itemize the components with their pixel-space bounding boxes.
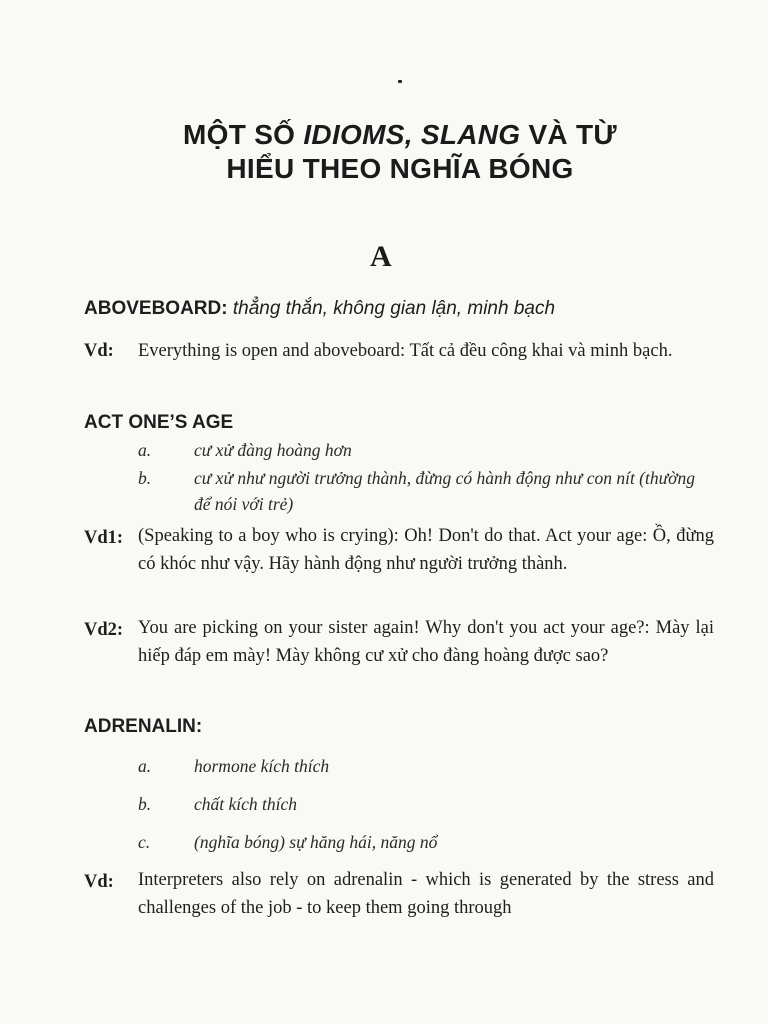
- example-label: Vd:: [84, 341, 114, 361]
- example-label: Vd:: [84, 872, 114, 892]
- example-text: Everything is open and aboveboard: Tất cả đều công khai và minh bạch.: [138, 341, 673, 361]
- title-prefix: MỘT SỐ: [183, 119, 304, 150]
- example-text: Interpreters also rely on adrenalin - which is generated by the stress and challenges of the job - to keep them going through: [138, 870, 714, 918]
- page-title-line-1: [140, 118, 660, 152]
- entry-heading-aboveboard: [84, 298, 555, 320]
- sense-marker: b.: [138, 468, 152, 488]
- entry-definition: thẳng thắn, không gian lận, minh bạch: [232, 298, 556, 319]
- sense-text: cư xử như người trưởng thành, đừng có hành động như con nít (thường để nói với trẻ): [194, 468, 696, 514]
- example-text: (Speaking to a boy who is crying): Oh! Don't do that. Act your age: Ồ, đừng có khóc như vậy. Hãy hành động như người trưởng thành.: [138, 526, 714, 574]
- sense-marker: b.: [138, 794, 152, 814]
- example-label: Vd2:: [84, 620, 124, 640]
- example-text: You are picking on your sister again! Why don't you act your age?: Mày lại hiếp đáp em mày! Mày không cư xử cho đàng hoàng được sao?: [138, 618, 714, 666]
- entry-term: ABOVEBOARD:: [84, 298, 228, 319]
- section-letter: A: [370, 240, 392, 273]
- sense-text: cư xử đàng hoàng hơn: [194, 440, 352, 460]
- example-label: Vd1:: [84, 528, 124, 548]
- entry-term: ADRENALIN:: [84, 716, 203, 737]
- sense-text: hormone kích thích: [194, 756, 330, 776]
- entry-heading-act-ones-age: [84, 412, 233, 434]
- sense-text: chất kích thích: [194, 794, 298, 814]
- title-suffix: VÀ TỪ: [520, 119, 617, 150]
- ink-dot: [398, 80, 402, 83]
- page-title-line-2: HIỂU THEO NGHĨA BÓNG: [226, 153, 574, 184]
- sense-text: (nghĩa bóng) sự hăng hái, năng nổ: [194, 832, 438, 852]
- entry-heading-adrenalin: [84, 716, 202, 738]
- sense-marker: c.: [138, 832, 151, 852]
- sense-marker: a.: [138, 756, 152, 776]
- title-italic: IDIOMS, SLANG: [303, 119, 521, 150]
- sense-marker: a.: [138, 440, 152, 460]
- entry-term: ACT ONE’S AGE: [84, 412, 234, 433]
